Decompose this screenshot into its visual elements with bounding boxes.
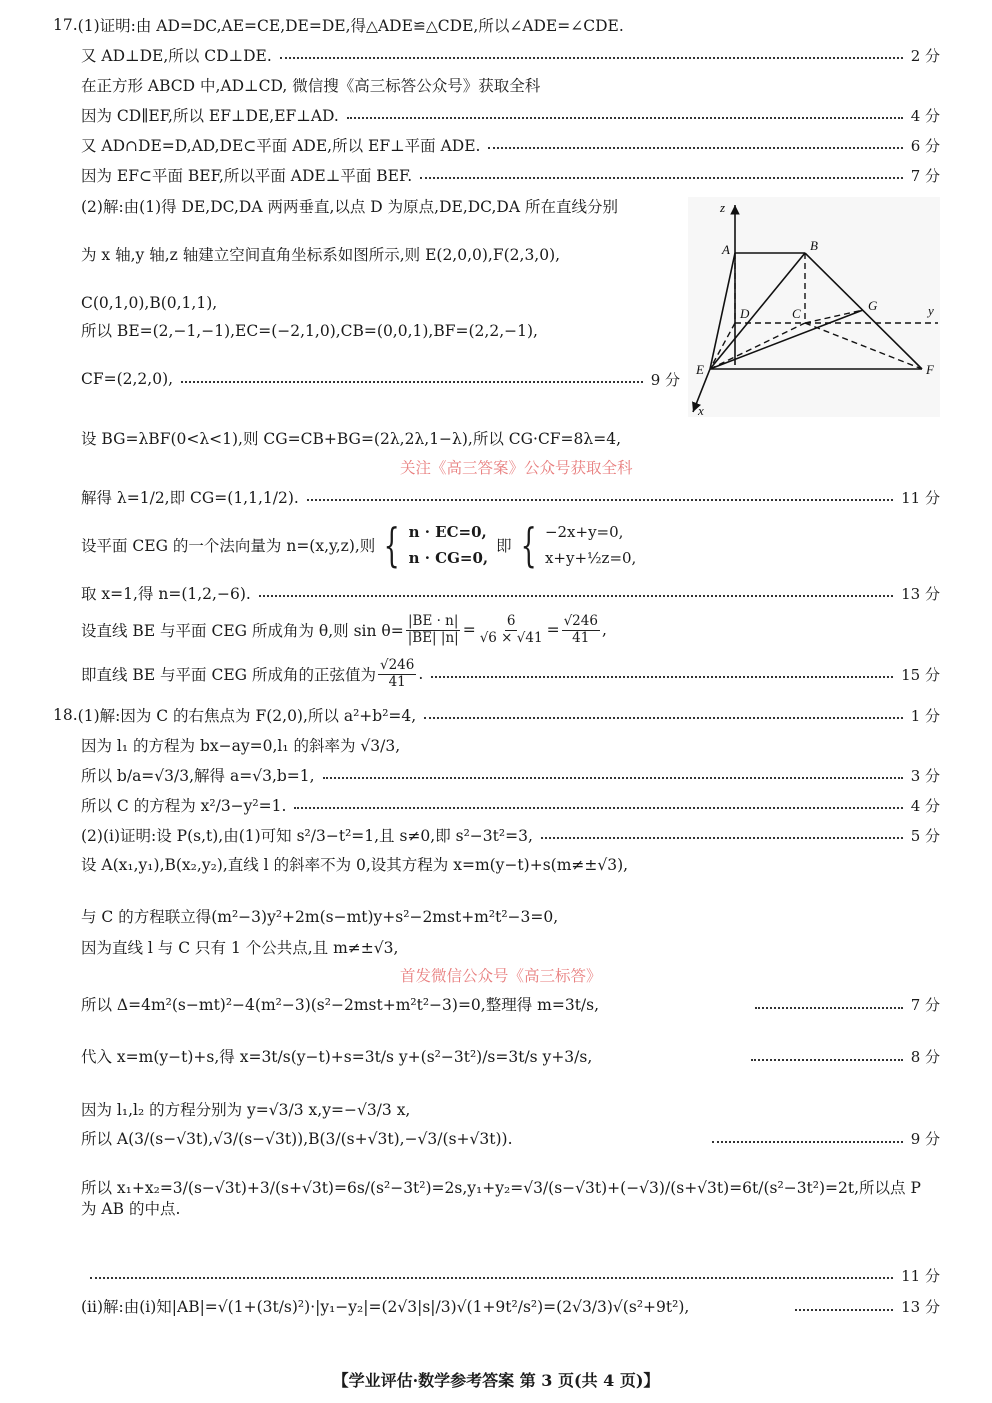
leader-dots (795, 1309, 893, 1311)
label-A: A (722, 242, 730, 257)
q17-text: 即直线 BE 与平面 CEG 所成角的正弦值为 (81, 666, 376, 684)
q18-line-6 (81, 852, 940, 878)
q18-text: 设 A(x₁,y₁),B(x₂,y₂),直线 l 的斜率不为 0,设其方程为 x=m(y−t)+s(m≠±√3), (81, 855, 629, 874)
score: 13 分 (901, 1297, 940, 1316)
q18-line-1 (53, 702, 940, 728)
edge-EC (710, 323, 805, 369)
q18-text: (2)(ⅰ)证明:设 P(s,t),由(1)可知 s²/3−t²=1,且 s≠0,即 s²−3t²=3, (81, 827, 533, 845)
q18-line-8 (81, 934, 940, 960)
watermark-2: 首发微信公众号《高三标答》 (400, 967, 602, 985)
denominator: 41 (388, 673, 406, 690)
score: 3 分 (910, 766, 940, 785)
q18-text: 所以 b/a=√3/3,解得 a=√3,b=1, (81, 767, 315, 785)
q17-text: C(0,1,0),B(0,1,1), (81, 294, 218, 312)
q18-line-2 (81, 732, 940, 758)
q17-line-16 (81, 610, 940, 650)
fraction (378, 658, 416, 690)
q17-text: 又 AD∩DE=D,AD,DE⊂平面 ADE,所以 EF⊥平面 ADE. (81, 137, 481, 155)
denominator: √6 × √41 (479, 629, 543, 646)
leader-dots (323, 777, 903, 779)
q17-line-9 (81, 290, 680, 316)
q17-text: 又 AD⊥DE,所以 CD⊥DE. (81, 47, 272, 65)
label-F: F (926, 362, 934, 377)
score: 6 分 (910, 136, 940, 155)
equation-system-1 (409, 523, 489, 567)
leader-dots (712, 1141, 903, 1143)
label-G: G (868, 298, 878, 313)
q17-line-6 (81, 162, 940, 188)
q18-text: 因为 l₁,l₂ 的方程分别为 y=√3/3 x,y=−√3/3 x, (81, 1101, 411, 1119)
q18-text: 所以 Δ=4m²(s−mt)²−4(m²−3)(s²−2mst+m²t²−3)=0,整理得 m=3t/s, (81, 995, 600, 1014)
score: 7 分 (910, 166, 940, 185)
q17-line-3 (81, 72, 940, 98)
leader-dots (259, 595, 893, 597)
q17-text: 为 x 轴,y 轴,z 轴建立空间直角坐标系如图所示,则 E(2,0,0),F(2,3,0), (81, 245, 561, 264)
q17-line-7 (81, 194, 680, 220)
q17-line-14 (81, 514, 940, 576)
q17-text: CF=(2,2,0), (81, 370, 174, 388)
score: 15 分 (901, 665, 940, 684)
fraction (478, 614, 545, 646)
edge-DE (710, 323, 735, 369)
watermark-1: 关注《高三答案》公众号获取全科 (400, 459, 633, 477)
period: . (418, 665, 424, 683)
leader-dots (488, 147, 902, 149)
score: 11 分 (901, 488, 940, 507)
q17-text: (2)解:由(1)得 DE,DC,DA 两两垂直,以点 D 为原点,DE,DC,DA 所在直线分别 (81, 197, 618, 216)
page-footer: 【学业评估·数学参考答案 第 3 页(共 4 页)】 (332, 1371, 660, 1390)
leader-dots (90, 1277, 893, 1279)
q17-line-1 (53, 12, 940, 38)
leader-dots (755, 1007, 903, 1009)
q17-line-11 (81, 366, 680, 392)
q17-text: 设直线 BE 与平面 CEG 所成角为 θ,则 sin θ= (81, 622, 404, 640)
leader-dots (347, 117, 903, 119)
q18-line-4 (81, 792, 940, 818)
q17-line-13 (81, 484, 940, 510)
equals-sign: = (462, 621, 476, 639)
q17-line-17 (81, 654, 940, 694)
system-label: 即 (496, 537, 512, 555)
q18-text: 因为 l₁ 的方程为 bx−ay=0,l₁ 的斜率为 √3/3, (81, 737, 401, 755)
q17-text: 因为 CD∥EF,所以 EF⊥DE,EF⊥AD. (81, 107, 339, 125)
label-y: y (928, 303, 934, 318)
leader-dots (420, 177, 902, 179)
q17-line-12 (81, 426, 940, 452)
edge-BF (805, 253, 922, 369)
q18-line-5 (81, 822, 940, 848)
q18-line-7 (81, 904, 940, 930)
q18-line-14 (90, 1262, 940, 1288)
denominator: |BE| |n| (407, 629, 459, 646)
score: 2 分 (910, 46, 940, 65)
leader-dots (307, 499, 893, 501)
q18-line-13 (81, 1178, 940, 1220)
q18-text: (1)解:因为 C 的右焦点为 F(2,0),所以 a²+b²=4, (77, 707, 417, 725)
brace: { (520, 518, 537, 572)
label-B: B (810, 238, 818, 253)
equation: n · CG=0, (408, 549, 489, 567)
score: 4 分 (910, 796, 940, 815)
label-C: C (792, 306, 801, 321)
q17-text: 取 x=1,得 n=(1,2,−6). (81, 585, 251, 603)
q18-text: 所以 x₁+x₂=3/(s−√3t)+3/(s+√3t)=6s/(s²−3t²)=2s,y₁+y₂=√3/(s−√3t)+(−√3)/(s+√3t)=6t/(s²−3t²)=2t,所以点 P 为 AB 的中点. (81, 1179, 921, 1218)
leader-dots (280, 57, 903, 59)
q17-line-4 (81, 102, 940, 128)
leader-dots (424, 717, 903, 719)
q17-line-15 (81, 580, 940, 606)
score: 9 分 (650, 370, 680, 389)
numerator: √246 (563, 612, 598, 629)
q18-text: 所以 A(3/(s−√3t),√3/(s−√3t)),B(3/(s+√3t),−√3/(s+√3t)). (81, 1129, 513, 1148)
q17-text: 解得 λ=1/2,即 CG=(1,1,1/2). (81, 489, 299, 507)
score: 8 分 (910, 1047, 941, 1066)
leader-dots (181, 381, 643, 383)
edge-BE (710, 253, 805, 369)
q18-line-11 (81, 1096, 940, 1122)
leader-dots (431, 676, 893, 678)
edge-AE (710, 253, 735, 369)
label-z: z (720, 200, 726, 215)
label-D: D (740, 306, 750, 321)
label-x: x (698, 403, 704, 417)
q18-text: 代入 x=m(y−t)+s,得 x=3t/s(y−t)+s=3t/s y+(s²−3t²)/s=3t/s y+3/s, (81, 1047, 593, 1066)
equals-sign: = (546, 621, 560, 639)
q17-line-8 (81, 242, 680, 268)
equation-system-2 (545, 523, 636, 567)
edge-CF (805, 323, 922, 369)
q18-line-15 (81, 1294, 940, 1320)
leader-dots (294, 807, 902, 809)
numerator: √246 (379, 656, 415, 673)
label-E: E (696, 362, 704, 377)
equation: x+y+½z=0, (544, 549, 637, 567)
score: 11 分 (901, 1266, 940, 1285)
comma: , (601, 621, 607, 639)
equation: n · EC=0, (408, 523, 487, 541)
numerator: 6 (506, 612, 516, 629)
q18-line-10 (81, 1044, 940, 1070)
score: 13 分 (901, 584, 940, 603)
score: 9 分 (910, 1129, 940, 1148)
q17-text: 设平面 CEG 的一个法向量为 n=(x,y,z),则 (81, 537, 376, 555)
q17-line-5 (81, 132, 940, 158)
q18-number: 18. (53, 706, 78, 724)
q17-text: 设 BG=λBF(0<λ<1),则 CG=CB+BG=(2λ,2λ,1−λ),所以 CG·CF=8λ=4, (81, 429, 622, 448)
q17-text: (1)证明:由 AD=DC,AE=CE,DE=DE,得△ADE≌△CDE,所以∠ADE=∠CDE. (77, 17, 624, 35)
q18-text: 因为直线 l 与 C 只有 1 个公共点,且 m≠±√3, (81, 939, 399, 957)
fraction (562, 614, 600, 646)
score: 4 分 (910, 106, 940, 125)
score: 5 分 (910, 826, 940, 845)
geometry-figure (688, 197, 940, 417)
q18-text: (ⅱ)解:由(ⅰ)知|AB|=√(1+(3t/s)²)·|y₁−y₂|=(2√3|s|/3)√(1+9t²/s²)=(2√3/3)√(s²+9t²), (81, 1297, 690, 1316)
pyramid-diagram (688, 197, 940, 417)
q18-line-9 (81, 992, 940, 1018)
brace: { (383, 518, 400, 572)
score: 7 分 (910, 995, 940, 1014)
q18-text: 与 C 的方程联立得(m²−3)y²+2m(s−mt)y+s²−2mst+m²t²−3=0, (81, 907, 559, 926)
q17-text: 所以 BE=(2,−1,−1),EC=(−2,1,0),CB=(0,0,1),BF=(2,2,−1), (81, 321, 538, 340)
denominator: 41 (572, 629, 590, 646)
q17-line-10 (81, 318, 680, 344)
equation: −2x+y=0, (544, 523, 624, 541)
fraction (406, 614, 461, 646)
q17-number: 17. (53, 16, 78, 34)
score: 1 分 (910, 706, 940, 725)
q17-text: 因为 EF⊂平面 BEF,所以平面 ADE⊥平面 BEF. (81, 167, 413, 185)
q17-line-2 (81, 42, 940, 68)
leader-dots (751, 1059, 902, 1061)
numerator: |BE · n| (407, 612, 459, 629)
edge-EG (710, 310, 863, 369)
leader-dots (541, 837, 903, 839)
q17-text: 在正方形 ABCD 中,AD⊥CD, 微信搜《高三标答公众号》获取全科 (81, 77, 541, 95)
q18-line-3 (81, 762, 940, 788)
q18-text: 所以 C 的方程为 x²/3−y²=1. (81, 797, 287, 815)
q18-line-12 (81, 1126, 940, 1152)
